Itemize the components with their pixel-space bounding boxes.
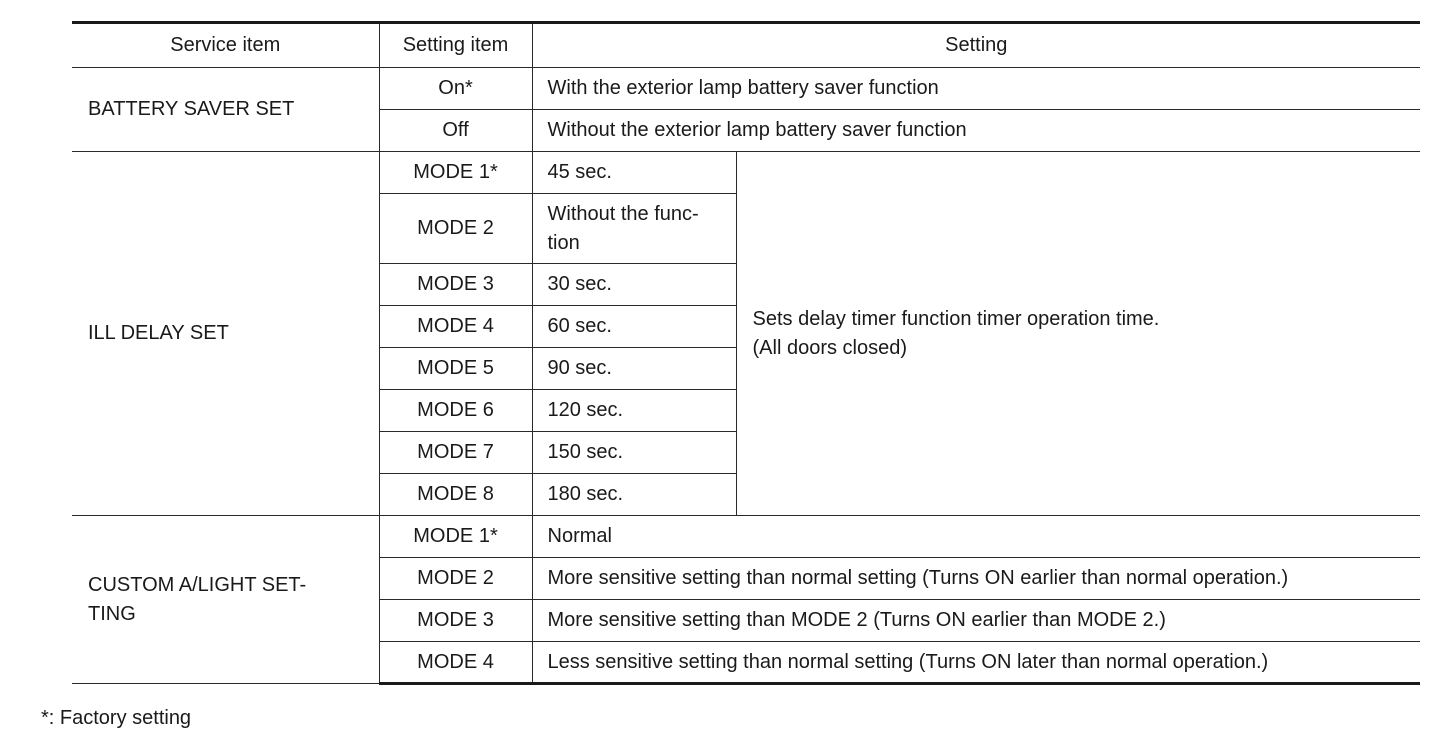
setting-item: MODE 6 [379,390,532,432]
setting-item: MODE 8 [379,474,532,516]
header-setting-item: Setting item [379,23,532,68]
table-row [72,68,1420,110]
setting-item: MODE 1* [379,516,532,558]
description-line: Sets delay timer function timer operation time. [752,307,1160,330]
service-battery-saver: BATTERY SAVER SET [72,68,379,152]
setting-item: MODE 4 [379,642,532,684]
setting-value: 180 sec. [532,474,736,516]
description-line: (All doors closed) [752,336,908,359]
setting-item: On* [379,68,532,110]
setting-value [532,194,736,264]
setting-value: With the exterior lamp battery saver function [532,68,1420,110]
service-line: TING [88,602,136,625]
table-row [72,152,1420,194]
setting-value: Less sensitive setting than normal setting (Turns ON later than normal operation.) [532,642,1420,684]
setting-item: MODE 5 [379,348,532,390]
value-line: tion [547,231,580,254]
value-line: Without the func- [547,202,699,225]
service-ill-delay: ILL DELAY SET [72,152,379,516]
setting-item: MODE 3 [379,600,532,642]
setting-item: MODE 7 [379,432,532,474]
setting-value: More sensitive setting than normal setting (Turns ON earlier than normal operation.) [532,558,1420,600]
setting-value: More sensitive setting than MODE 2 (Turns ON earlier than MODE 2.) [532,600,1420,642]
header-service-item: Service item [72,23,379,68]
setting-value: 150 sec. [532,432,736,474]
footnote: *: Factory setting [41,707,192,729]
header-setting: Setting [532,23,1420,68]
setting-item: MODE 2 [379,194,532,264]
setting-value: 45 sec. [532,152,736,194]
setting-value: 60 sec. [532,306,736,348]
setting-value: 120 sec. [532,390,736,432]
ill-delay-description [736,152,1420,516]
setting-value: Without the exterior lamp battery saver function [532,110,1420,152]
table-row [72,516,1420,558]
setting-item: Off [379,110,532,152]
setting-value: 90 sec. [532,348,736,390]
setting-value: 30 sec. [532,264,736,306]
table-header-row [72,23,1420,68]
service-settings-table [72,21,1420,685]
service-custom-alight [72,516,379,684]
setting-item: MODE 1* [379,152,532,194]
setting-value: Normal [532,516,1420,558]
service-line: CUSTOM A/LIGHT SET- [88,573,307,596]
setting-item: MODE 3 [379,264,532,306]
setting-item: MODE 2 [379,558,532,600]
setting-item: MODE 4 [379,306,532,348]
